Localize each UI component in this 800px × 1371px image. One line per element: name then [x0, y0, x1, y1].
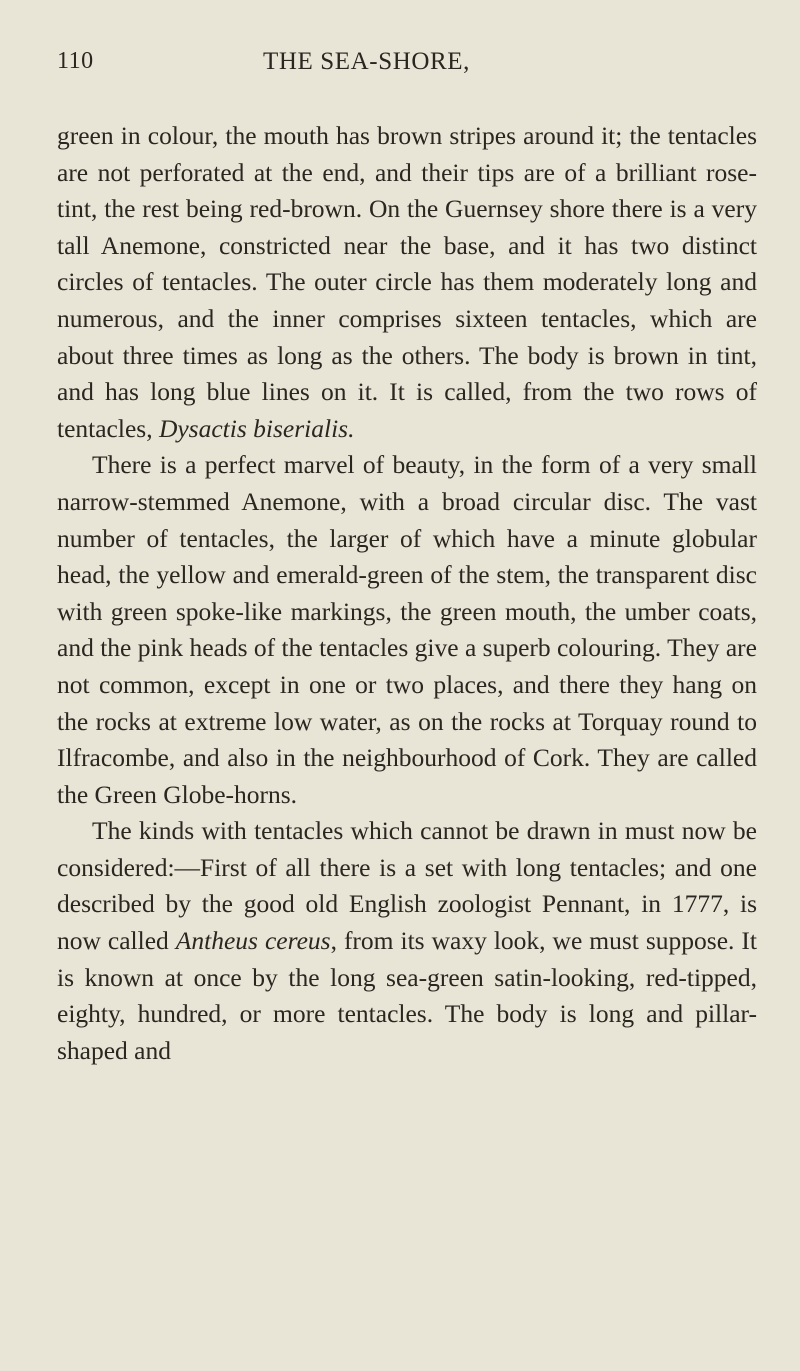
running-head — [57, 48, 757, 88]
paragraph-2 — [57, 447, 757, 813]
paragraph-2-text: There is a perfect marvel of beauty, in the form of a very small narrow-stemmed Anemone, with a broad circular disc. The vast number of tentacles, the larger of which have a minute globular head, the yellow and emerald-green of the stem, the transparent disc with green spoke-like markings, the green mouth, the umber coats, and the pink heads of the tentacles give a superb colouring. They are not common, except in one or two places, and there they hang on the rocks at extreme low water, as on the rocks at Torquay round to Ilfracombe, and also in the neighbourhood of Cork. They are called the Green Globe-horns. — [57, 450, 757, 809]
running-title: THE SEA-SHORE, — [263, 48, 471, 75]
paragraph-3-tail: , from its waxy look, we must suppose. It is known at once by the long sea-green satin-looking, red-tipped, eighty, hundred, or more tentacles. The body is long and pillar-shaped and — [57, 926, 757, 1065]
paragraph-1 — [57, 118, 757, 447]
paragraph-1-text: green in colour, the mouth has brown stripes around it; the tentacles are not perforated at the end, and their tips are of a brilliant rose-tint, the rest being red-brown. On the Guernsey shore there is a very tall Anemone, constricted near the base, and it has two distinct circles of tentacles. The outer circle has them moderately long and numerous, and the inner comprises sixteen tentacles, which are about three times as long as the others. The body is brown in tint, and has long blue lines on it. It is called, from the two rows of tentacles, — [57, 121, 757, 443]
body-text — [57, 118, 757, 1069]
species-name-dysactis: Dysactis biserialis. — [158, 413, 355, 443]
paragraph-3-text: The kinds with tentacles which cannot be drawn in must now be considered:—First of all there is a set with long tentacles; and one described by the good old English zoologist Pennant, in 1777, is now called — [57, 816, 757, 956]
species-name-antheus: Antheus cereus — [175, 926, 331, 956]
paragraph-3 — [57, 813, 757, 1069]
page-number: 110 — [57, 48, 94, 74]
